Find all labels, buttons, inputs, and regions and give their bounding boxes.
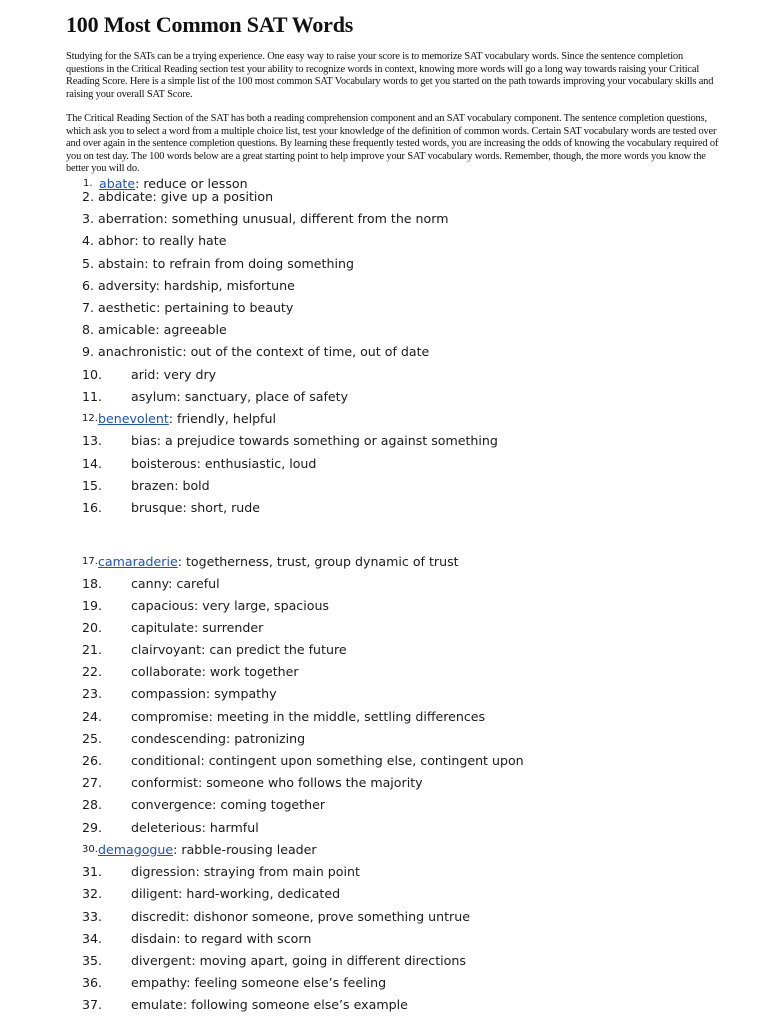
word-entry: [131, 500, 260, 515]
word-term: brusque: [131, 500, 183, 515]
word-term: divergent: [131, 953, 192, 968]
word-entry: [131, 820, 259, 835]
word-definition: contingent upon something else, contingent upon: [208, 753, 524, 768]
word-link[interactable]: demagogue: [98, 842, 174, 857]
word-term: condescending: [131, 731, 227, 746]
word-term: abdicate: [98, 189, 153, 204]
word-term: digression: [131, 864, 196, 879]
item-number: 20.: [82, 620, 103, 635]
item-number: 36.: [82, 975, 103, 990]
word-term: arid: [131, 367, 156, 382]
word-definition: give up a position: [160, 189, 274, 204]
word-entry: [131, 864, 360, 879]
word-entry: [131, 478, 210, 493]
term-separator: :: [173, 842, 182, 857]
word-definition: sympathy: [214, 686, 277, 701]
word-entry: [131, 797, 325, 812]
term-separator: :: [156, 300, 165, 315]
word-entry: [131, 931, 311, 946]
word-definition: careful: [176, 576, 220, 591]
word-term: adversity: [98, 278, 156, 293]
word-definition: reduce or lesson: [143, 176, 248, 191]
item-number: 35.: [82, 953, 103, 968]
word-definition: hardship, misfortune: [163, 278, 295, 293]
word-entry: [131, 367, 216, 382]
term-separator: :: [174, 478, 183, 493]
word-entry: [98, 233, 226, 248]
word-entry: [131, 686, 277, 701]
word-term: empathy: [131, 975, 187, 990]
item-number: 13.: [82, 433, 103, 448]
item-number: 8.: [82, 322, 95, 337]
word-term: emulate: [131, 997, 183, 1012]
item-number: 34.: [82, 931, 103, 946]
word-term: aberration: [98, 211, 164, 226]
term-separator: :: [208, 709, 217, 724]
word-term: deleterious: [131, 820, 202, 835]
term-separator: :: [155, 367, 164, 382]
word-term: abstain: [98, 256, 145, 271]
item-number: 31.: [82, 864, 103, 879]
word-term: compromise: [131, 709, 209, 724]
item-number: 22.: [82, 664, 103, 679]
term-separator: :: [168, 411, 178, 426]
word-definition: to really hate: [142, 233, 227, 248]
word-entry: [131, 975, 386, 990]
word-term: boisterous: [131, 456, 197, 471]
term-separator: :: [212, 797, 221, 812]
word-entry: [98, 211, 448, 226]
word-term: convergence: [131, 797, 213, 812]
item-number: 9.: [82, 344, 95, 359]
word-definition: togetherness, trust, group dynamic of trust: [185, 554, 459, 569]
item-number: 24.: [82, 709, 103, 724]
word-entry: [98, 189, 273, 204]
item-number: 37.: [82, 997, 103, 1012]
word-term: collaborate: [131, 664, 202, 679]
item-number: 18.: [82, 576, 103, 591]
word-entry: [131, 642, 347, 657]
intro-paragraph-1: Studying for the SATs can be a trying experience. One easy way to raise your score is to memorize SAT vocabulary words. Since the sentence completion questions in the Critical Reading section test your ability to recognize words in context, knowing more words will go a long way towards raising your Critical Reading Score. Here is a simple list of the 100 most common SAT Vocabulary words to get you started on the path towards improving your vocabulary skills and raising your overall SAT Score.: [66, 51, 714, 100]
item-number: 17.: [82, 556, 98, 567]
term-separator: :: [156, 433, 166, 448]
term-separator: :: [177, 554, 186, 569]
word-definition: to refrain from doing something: [152, 256, 354, 271]
word-entry: [131, 731, 305, 746]
word-definition: harmful: [209, 820, 259, 835]
term-separator: :: [195, 864, 204, 879]
item-number: 14.: [82, 456, 103, 471]
word-link[interactable]: benevolent: [98, 411, 169, 426]
word-definition: moving apart, going in different directions: [199, 953, 466, 968]
item-number: 21.: [82, 642, 103, 657]
word-entry: [131, 576, 220, 591]
word-definition: short, rude: [190, 500, 260, 515]
word-term: capitulate: [131, 620, 194, 635]
word-entry: [131, 456, 316, 471]
word-entry: [98, 256, 354, 271]
word-definition: following someone else’s example: [191, 997, 408, 1012]
word-entry: [98, 278, 295, 293]
term-separator: :: [182, 997, 192, 1012]
word-entry: [98, 300, 293, 315]
word-entry: [98, 344, 429, 359]
word-entry: [131, 664, 299, 679]
item-number: 15.: [82, 478, 103, 493]
item-number: 5.: [82, 256, 95, 271]
word-definition: very large, spacious: [202, 598, 329, 613]
word-definition: pertaining to beauty: [164, 300, 294, 315]
word-definition: work together: [209, 664, 299, 679]
word-entry: [98, 322, 227, 337]
item-number: 23.: [82, 686, 103, 701]
term-separator: :: [196, 456, 205, 471]
word-term: bias: [131, 433, 157, 448]
item-number: 12.: [82, 413, 98, 424]
word-definition: to regard with scorn: [184, 931, 312, 946]
word-entry: [131, 775, 423, 790]
word-entry: [131, 886, 340, 901]
term-separator: :: [197, 775, 207, 790]
term-separator: :: [226, 731, 235, 746]
word-entry: [131, 389, 348, 404]
term-separator: :: [155, 322, 164, 337]
item-number: 29.: [82, 820, 103, 835]
word-definition: someone who follows the majority: [206, 775, 423, 790]
intro-paragraph-2: The Critical Reading Section of the SAT has both a reading comprehension component and an SAT vocabulary component. The sentence completion questions, which ask you to select a word from a multiple choice list, test your knowledge of the definition of common words. Certain SAT vocabulary words are tested over and over again in the sentence completion questions. By learning these frequently tested words, you are increasing the odds of knowing the vocabulary required of you on test day. The 100 words below are a great starting point to help improve your SAT vocabulary words. Remember, though, the more words you know the better you will do.: [66, 113, 719, 175]
word-term: clairvoyant: [131, 642, 202, 657]
item-number: 19.: [82, 598, 103, 613]
term-separator: :: [155, 278, 164, 293]
item-number: 3.: [82, 211, 95, 226]
word-definition: friendly, helpful: [177, 411, 276, 426]
word-definition: straying from main point: [203, 864, 360, 879]
word-entry: [131, 997, 408, 1012]
term-separator: :: [176, 389, 185, 404]
item-number: 26.: [82, 753, 103, 768]
word-definition: sanctuary, place of safety: [184, 389, 349, 404]
word-entry: [131, 753, 524, 768]
item-number: 11.: [82, 389, 103, 404]
word-entry: [98, 411, 276, 426]
word-definition: feeling someone else’s feeling: [194, 975, 387, 990]
word-definition: can predict the future: [209, 642, 347, 657]
item-number: 6.: [82, 278, 95, 293]
term-separator: :: [152, 189, 161, 204]
term-separator: :: [134, 233, 143, 248]
item-number: 30.: [82, 844, 98, 855]
word-definition: enthusiastic, loud: [204, 456, 317, 471]
word-entry: [98, 842, 317, 857]
term-separator: :: [168, 576, 177, 591]
page-title: 100 Most Common SAT Words: [66, 12, 354, 37]
item-number: 7.: [82, 300, 95, 315]
item-number: 10.: [82, 367, 103, 382]
word-definition: bold: [182, 478, 210, 493]
term-separator: :: [205, 686, 215, 701]
item-number: 25.: [82, 731, 103, 746]
word-term: capacious: [131, 598, 195, 613]
term-separator: :: [176, 931, 185, 946]
word-definition: dishonor someone, prove something untrue: [193, 909, 470, 924]
item-number: 4.: [82, 233, 95, 248]
word-link[interactable]: abate: [99, 176, 136, 191]
word-definition: very dry: [163, 367, 217, 382]
item-number: 1.: [83, 178, 93, 189]
word-term: brazen: [131, 478, 175, 493]
word-entry: [131, 598, 329, 613]
word-term: amicable: [98, 322, 156, 337]
item-number: 28.: [82, 797, 103, 812]
word-term: asylum: [131, 389, 177, 404]
item-number: 27.: [82, 775, 103, 790]
term-separator: :: [201, 664, 210, 679]
term-separator: :: [163, 211, 172, 226]
item-number: 33.: [82, 909, 103, 924]
term-separator: :: [201, 642, 210, 657]
word-term: disdain: [131, 931, 177, 946]
term-separator: :: [193, 620, 203, 635]
term-separator: :: [178, 886, 187, 901]
word-definition: hard-working, dedicated: [186, 886, 341, 901]
word-link[interactable]: camaraderie: [98, 554, 178, 569]
term-separator: :: [200, 753, 209, 768]
word-term: abhor: [98, 233, 135, 248]
term-separator: :: [201, 820, 210, 835]
word-term: diligent: [131, 886, 179, 901]
term-separator: :: [135, 176, 144, 191]
term-separator: :: [194, 598, 203, 613]
word-term: discredit: [131, 909, 186, 924]
word-entry: [131, 620, 263, 635]
term-separator: :: [191, 953, 200, 968]
word-definition: rabble-rousing leader: [181, 842, 317, 857]
term-separator: :: [185, 909, 194, 924]
word-entry: [131, 709, 485, 724]
word-term: conformist: [131, 775, 198, 790]
word-term: compassion: [131, 686, 206, 701]
word-term: aesthetic: [98, 300, 157, 315]
word-entry: [131, 953, 466, 968]
word-term: anachronistic: [98, 344, 183, 359]
word-definition: surrender: [202, 620, 264, 635]
word-entry: [98, 554, 459, 569]
item-number: 32.: [82, 886, 103, 901]
term-separator: :: [144, 256, 153, 271]
term-separator: :: [182, 344, 191, 359]
item-number: 2.: [82, 189, 95, 204]
word-definition: meeting in the middle, settling differences: [216, 709, 486, 724]
word-definition: a prejudice towards something or against something: [165, 433, 498, 448]
word-definition: out of the context of time, out of date: [190, 344, 430, 359]
word-term: conditional: [131, 753, 201, 768]
word-term: canny: [131, 576, 169, 591]
word-definition: patronizing: [234, 731, 306, 746]
word-definition: coming together: [220, 797, 326, 812]
word-definition: something unusual, different from the norm: [171, 211, 449, 226]
word-entry: [131, 909, 470, 924]
word-definition: agreeable: [163, 322, 227, 337]
word-entry: [131, 433, 498, 448]
item-number: 16.: [82, 500, 103, 515]
term-separator: :: [182, 500, 191, 515]
term-separator: :: [186, 975, 195, 990]
